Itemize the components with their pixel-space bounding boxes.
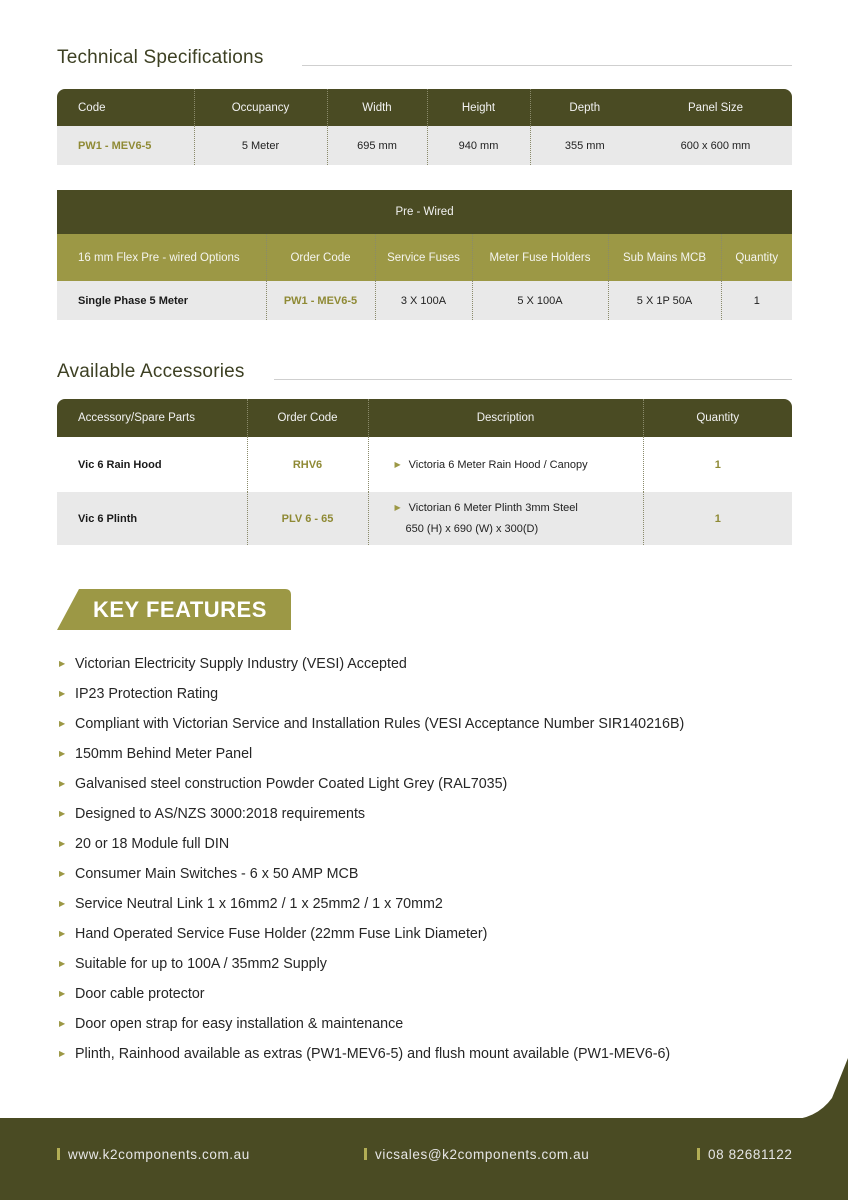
footer-website[interactable]: www.k2components.com.au xyxy=(57,1147,250,1162)
table-cell: 5 X 100A xyxy=(472,281,608,320)
bullet-icon: ▶ xyxy=(59,1049,66,1058)
table-cell: PW1 - MEV6-5 xyxy=(266,281,375,320)
list-item: ▶ Plinth, Rainhood available as extras (PW1-MEV6-5) and flush mount available (PW1-MEV6-6) xyxy=(57,1039,684,1069)
prewired-title: Pre - Wired xyxy=(57,190,792,234)
list-item: ▶ 150mm Behind Meter Panel xyxy=(57,739,684,769)
col-header: Height xyxy=(427,89,530,126)
bullet-icon: ▶ xyxy=(59,809,66,818)
list-item: ▶ Compliant with Victorian Service and Installation Rules (VESI Acceptance Number SIR140216B) xyxy=(57,709,684,739)
accessories-title: Available Accessories xyxy=(57,361,245,382)
table-cell: 695 mm xyxy=(327,126,427,165)
table-row xyxy=(57,437,792,492)
col-header: Sub Mains MCB xyxy=(608,234,721,281)
col-header: Order Code xyxy=(266,234,375,281)
prewired-table xyxy=(57,190,792,320)
bullet-icon: ▶ xyxy=(59,929,66,938)
bullet-icon: ▶ xyxy=(59,1019,66,1028)
table-cell: PLV 6 - 65 xyxy=(247,492,368,545)
tech-specs-table xyxy=(57,89,793,165)
bullet-icon: ▶ xyxy=(59,659,66,668)
table-cell xyxy=(368,492,643,545)
table-cell: RHV6 xyxy=(247,437,368,492)
table-cell: 5 Meter xyxy=(194,126,327,165)
col-header: 16 mm Flex Pre - wired Options xyxy=(57,234,266,281)
table-cell: 5 X 1P 50A xyxy=(608,281,721,320)
table-cell: 355 mm xyxy=(530,126,639,165)
table-cell xyxy=(368,437,643,492)
bullet-icon: ▶ xyxy=(59,779,66,788)
col-header: Depth xyxy=(530,89,639,126)
list-item: ▶ Victorian Electricity Supply Industry (VESI) Accepted xyxy=(57,649,684,679)
table-cell: PW1 - MEV6-5 xyxy=(57,126,194,165)
table-cell: Single Phase 5 Meter xyxy=(57,281,266,320)
footer-divider xyxy=(57,1148,60,1160)
table-cell: 3 X 100A xyxy=(375,281,472,320)
col-header: Order Code xyxy=(247,399,368,437)
list-item: ▶ Designed to AS/NZS 3000:2018 requirements xyxy=(57,799,684,829)
description-text: Victoria 6 Meter Rain Hood / Canopy xyxy=(408,458,588,471)
bullet-icon: ▶ xyxy=(59,959,66,968)
bullet-icon: ▶ xyxy=(59,869,66,878)
bullet-icon: ▶ xyxy=(59,719,66,728)
list-item: ▶ 20 or 18 Module full DIN xyxy=(57,829,684,859)
accessories-rule xyxy=(274,379,792,380)
table-cell: 940 mm xyxy=(427,126,530,165)
list-item: ▶ IP23 Protection Rating xyxy=(57,679,684,709)
list-item: ▶ Galvanised steel construction Powder Coated Light Grey (RAL7035) xyxy=(57,769,684,799)
col-header: Code xyxy=(57,89,194,126)
accessories-table xyxy=(57,399,792,545)
col-header: Occupancy xyxy=(194,89,327,126)
table-cell: 1 xyxy=(643,492,792,545)
description-text: Victorian 6 Meter Plinth 3mm Steel xyxy=(408,502,578,514)
bullet-icon: ▶ xyxy=(59,839,66,848)
bullet-icon: ▶ xyxy=(59,899,66,908)
corner-accent xyxy=(786,1058,848,1120)
col-header: Panel Size xyxy=(639,89,792,126)
key-features-title: KEY FEATURES xyxy=(93,597,267,622)
footer-email[interactable]: vicsales@k2components.com.au xyxy=(364,1147,589,1162)
footer-divider xyxy=(697,1148,700,1160)
list-item: ▶ Consumer Main Switches - 6 x 50 AMP MCB xyxy=(57,859,684,889)
col-header: Quantity xyxy=(721,234,792,281)
list-item: ▶ Hand Operated Service Fuse Holder (22mm Fuse Link Diameter) xyxy=(57,919,684,949)
features-list xyxy=(57,649,684,1069)
col-header: Description xyxy=(368,399,643,437)
footer-divider xyxy=(364,1148,367,1160)
table-cell: Vic 6 Rain Hood xyxy=(57,437,247,492)
tech-specs-rule xyxy=(302,65,792,66)
list-item: ▶ Service Neutral Link 1 x 16mm2 / 1 x 25mm2 / 1 x 70mm2 xyxy=(57,889,684,919)
table-cell: 1 xyxy=(721,281,792,320)
list-item: ▶ Door cable protector xyxy=(57,979,684,1009)
tech-specs-title: Technical Specifications xyxy=(57,47,264,68)
table-cell: Vic 6 Plinth xyxy=(57,492,247,545)
table-row xyxy=(57,492,792,545)
table-cell: 600 x 600 mm xyxy=(639,126,792,165)
list-item: ▶ Door open strap for easy installation & maintenance xyxy=(57,1009,684,1039)
col-header: Quantity xyxy=(643,399,792,437)
table-cell: 1 xyxy=(714,458,721,471)
arrow-right-icon: ▶ xyxy=(394,503,401,512)
col-header: Service Fuses xyxy=(375,234,472,281)
bullet-icon: ▶ xyxy=(59,689,66,698)
col-header: Accessory/Spare Parts xyxy=(57,399,247,437)
bullet-icon: ▶ xyxy=(59,749,66,758)
col-header: Width xyxy=(327,89,427,126)
description-text: 650 (H) x 690 (W) x 300(D) xyxy=(405,523,539,535)
arrow-right-icon: ▶ xyxy=(394,459,401,469)
col-header: Meter Fuse Holders xyxy=(472,234,608,281)
footer-phone[interactable]: 08 82681122 xyxy=(697,1147,792,1162)
list-item: ▶ Suitable for up to 100A / 35mm2 Supply xyxy=(57,949,684,979)
bullet-icon: ▶ xyxy=(59,989,66,998)
